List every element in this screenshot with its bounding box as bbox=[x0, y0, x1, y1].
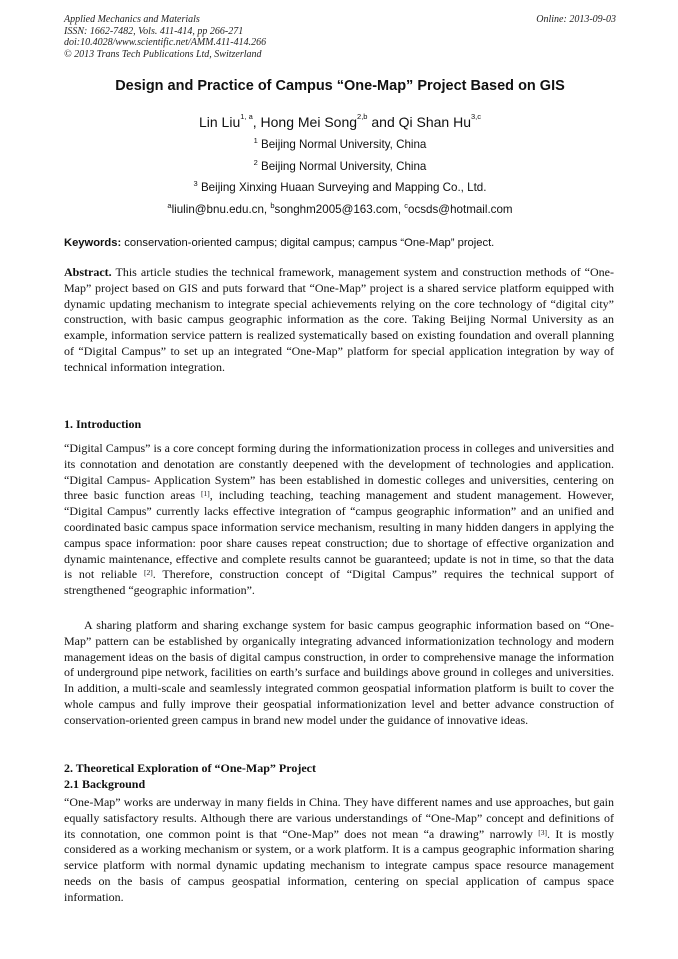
copyright-line: © 2013 Trans Tech Publications Ltd, Switzerland bbox=[64, 48, 262, 60]
issn-line: ISSN: 1662-7482, Vols. 411-414, pp 266-271 bbox=[64, 25, 244, 37]
citation-ref[interactable]: [3] bbox=[538, 827, 547, 837]
paragraph-text: . It is mostly considered as a working mechanism or system, or a work platform. It is a campus geographic information sharing service platform with normal dynamic updating mechanism to integrate campus space resource management needs on the basis of campus geospatial information, centering on special application of campus space information. bbox=[64, 826, 614, 904]
affiliation-superscript: 1 bbox=[253, 136, 258, 145]
author-separator: and bbox=[367, 114, 399, 130]
citation-ref[interactable]: [1] bbox=[201, 489, 210, 499]
affiliation bbox=[40, 181, 640, 194]
author-name: Hong Mei Song bbox=[260, 114, 358, 130]
paragraph-text: “Digital Campus” is a core concept forming during the informationization process in colleges and universities and its connotation and denotation are constantly deepened with the development of technologies and application. “Digital Campus- Application System” has been established in domestic colleges and universities, centering on three basic function areas bbox=[64, 441, 614, 503]
paragraph-text: , including teaching, teaching management and student management. However, “Digital Campus” currently lacks effective integration of “campus geographic information” and an unified and coordinated basic campus space information service mechanism, resulting in many hidden dangers in applying the campus space information: poor share causes repeat construction; due to shortage of effective organization and dynamic maintenance, effective and complete results cannot be guaranteed; update is not in time, so that the data is not reliable bbox=[64, 488, 614, 582]
email-superscript: c bbox=[404, 201, 409, 210]
abstract bbox=[64, 265, 614, 376]
abstract-text: This article studies the technical framework, management system and construction methods of “One-Map” project based on GIS and puts forward that “One-Map” project is a shared service platform equipped with dynamic updating mechanism to integrate special achievements relying on the core technology of “digital city” construction, with basic campus geographic information as the core. Taking Beijing Normal University as an example, information service pattern is realized systematically based on existing foundation and overall planning of “Digital Campus” to set up an integrated “One-Map” platform for special application integration by way of technical information integration. bbox=[64, 265, 614, 374]
keywords-label: Keywords: bbox=[64, 237, 122, 249]
author-superscript: 1, a bbox=[240, 112, 253, 121]
affiliation-superscript: 3 bbox=[193, 179, 198, 188]
email-address[interactable]: songhm2005@163.com, bbox=[274, 203, 405, 216]
online-date: Online: 2013-09-03 bbox=[536, 14, 616, 25]
abstract-label: Abstract. bbox=[64, 265, 112, 279]
author-name: Lin Liu bbox=[198, 114, 241, 130]
author-name: Qi Shan Hu bbox=[398, 114, 471, 130]
email-address[interactable]: ocsds@hotmail.com bbox=[408, 203, 513, 216]
affiliation-text: Beijing Normal University, China bbox=[257, 138, 427, 151]
author-emails bbox=[40, 203, 640, 216]
citation-ref[interactable]: [2] bbox=[143, 568, 153, 578]
intro-paragraph bbox=[64, 441, 614, 599]
author-line bbox=[40, 114, 640, 130]
section-heading: 1. Introduction bbox=[64, 417, 142, 431]
affiliation bbox=[40, 138, 640, 151]
keywords-text: conservation-oriented campus; digital campus; campus “One-Map” project. bbox=[121, 237, 495, 249]
affiliation bbox=[40, 160, 640, 173]
section-heading: 2. Theoretical Exploration of “One-Map” Project bbox=[64, 761, 316, 775]
paragraph-text: . Therefore, construction concept of “Digital Campus” requires the technical support of strengthened “geographic information”. bbox=[64, 567, 614, 598]
paper-title: Design and Practice of Campus “One-Map” Project Based on GIS bbox=[115, 78, 565, 94]
email-superscript: a bbox=[167, 201, 172, 210]
keywords bbox=[64, 237, 624, 249]
subsection-heading: 2.1 Background bbox=[64, 777, 146, 791]
author-superscript: 2,b bbox=[357, 112, 368, 121]
paragraph-text: “One-Map” works are underway in many fields in China. They have different names and use approaches, but gain equally satisfactory results. Although there are various understandings of “One-Map” concept and definitions of its connotation, one common point is that “One-Map” does not mean “a drawing” narrowly bbox=[64, 795, 614, 841]
affiliation-text: Beijing Normal University, China bbox=[257, 160, 427, 173]
email-superscript: b bbox=[270, 201, 275, 210]
affiliation-superscript: 2 bbox=[253, 158, 258, 167]
author-separator: , bbox=[252, 114, 261, 130]
journal-header bbox=[64, 14, 616, 60]
affiliation-text: Beijing Xinxing Huaan Surveying and Mapping Co., Ltd. bbox=[197, 181, 487, 194]
intro-paragraph: A sharing platform and sharing exchange system for basic campus geographic information based on “One-Map” pattern can be established by organically integrating advanced informationization technology and modern management ideas on the basis of digital campus construction, in order to comprehensive manage the information of underground pipe network, facilities on earth’s surface and buildings above ground in colleges and universities. In addition, a multi-scale and seamlessly integrated common geospatial information platform is built to cover the whole campus and fully improve their geospatial informationization level and better advance construction of conservation-oriented green campus in brand new model under the guidance of innovative ideas. bbox=[64, 618, 614, 727]
journal-name: Applied Mechanics and Materials bbox=[64, 14, 200, 25]
email-address[interactable]: liulin@bnu.edu.cn, bbox=[171, 203, 271, 216]
background-paragraph bbox=[64, 795, 614, 906]
doi-line[interactable]: doi:10.4028/www.scientific.net/AMM.411-414.266 bbox=[64, 37, 267, 49]
author-superscript: 3,c bbox=[471, 112, 482, 121]
